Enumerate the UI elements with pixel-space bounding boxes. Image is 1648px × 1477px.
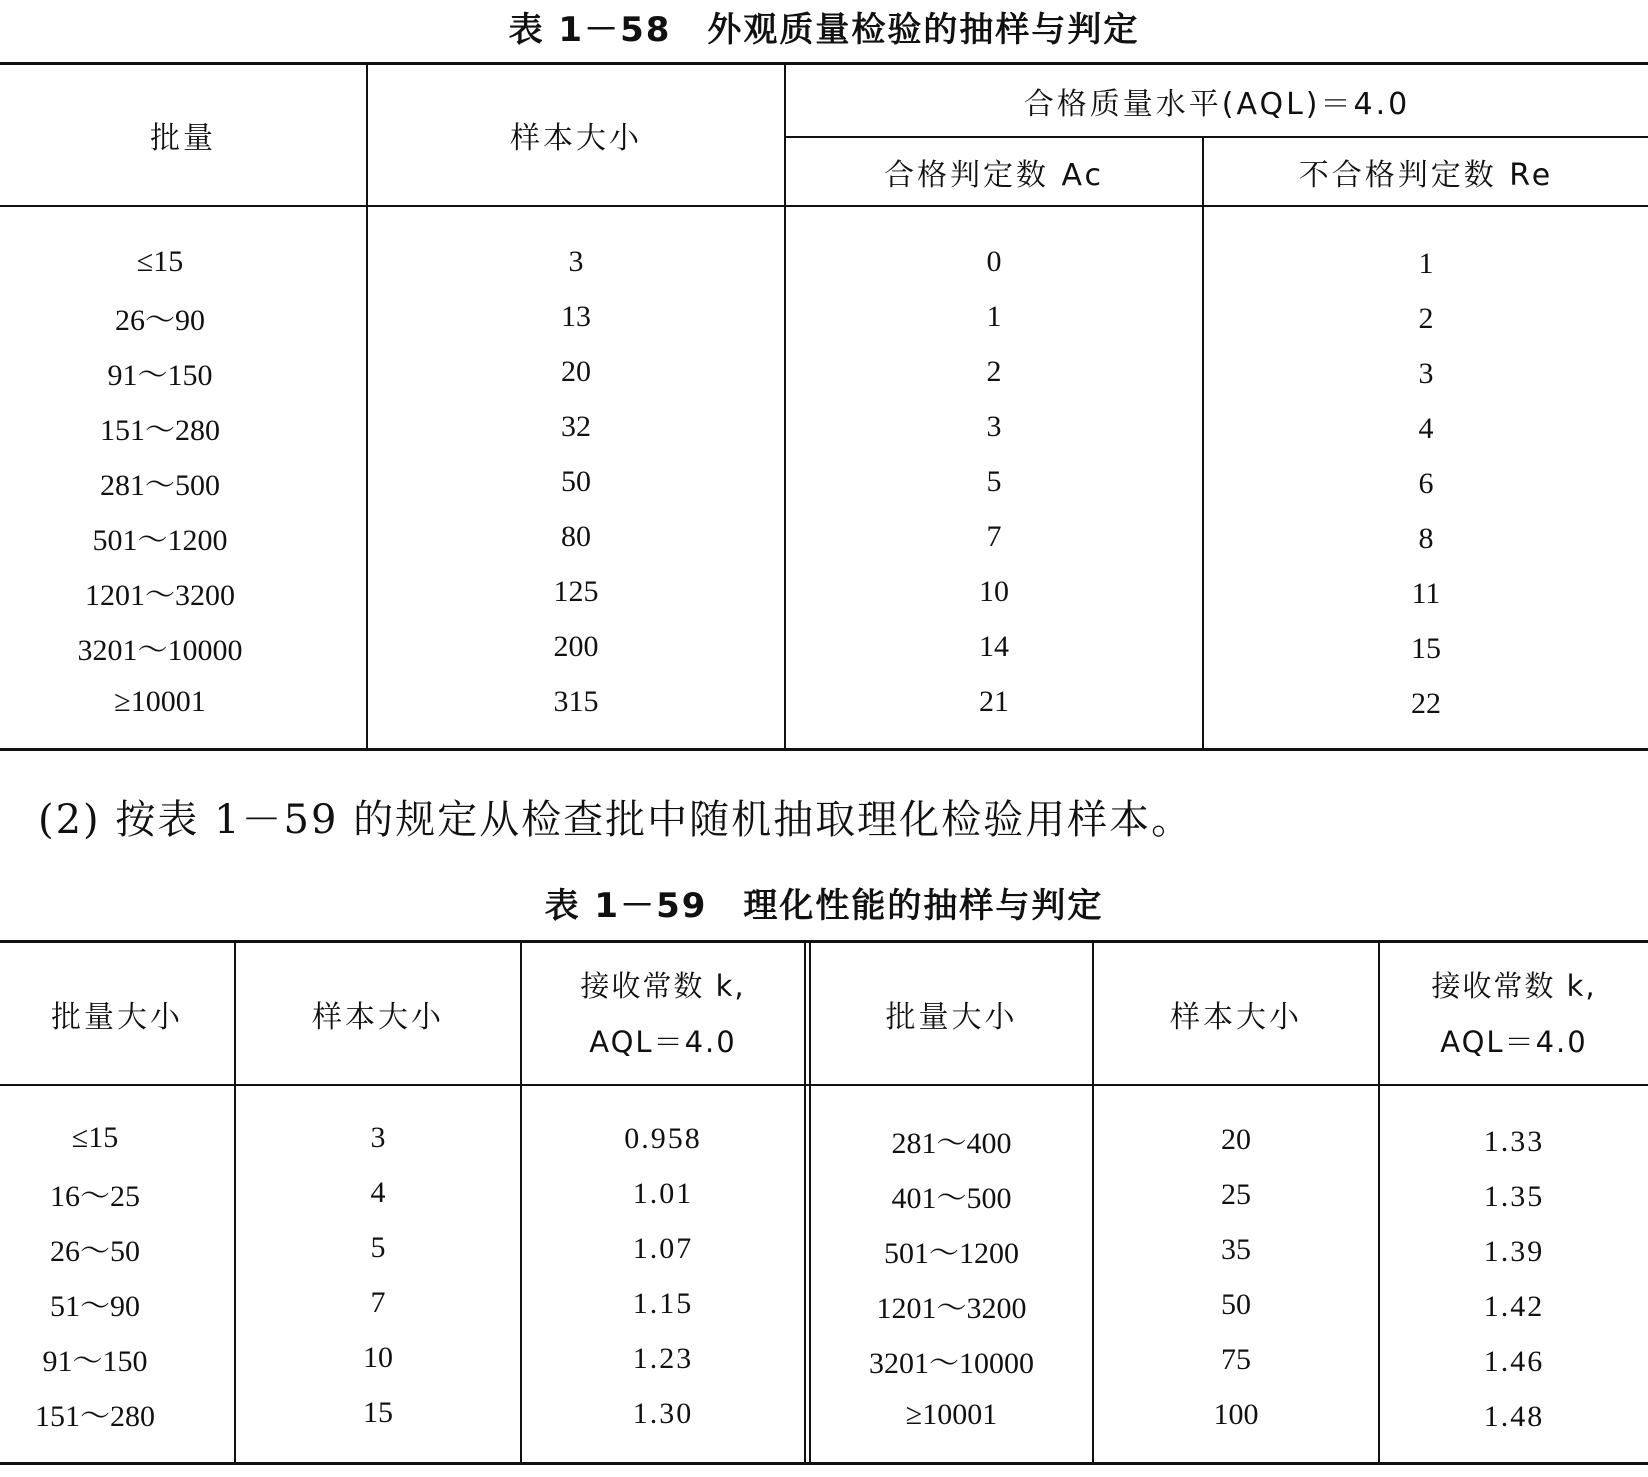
- table-row: 11: [1411, 576, 1441, 610]
- table-row: 91～150: [42, 1344, 148, 1378]
- table-row: 2: [986, 354, 1002, 388]
- table-row: 75: [1221, 1342, 1251, 1376]
- table1-col-re: [1204, 236, 1648, 731]
- table-row: 20: [1221, 1122, 1251, 1156]
- table-row: 1.33: [1483, 1124, 1545, 1158]
- table-row: 1.42: [1483, 1289, 1545, 1323]
- table1-header-lot: 批量: [150, 121, 216, 156]
- table-row: 15: [1411, 631, 1441, 665]
- table1-col-sample: [368, 234, 784, 729]
- table1-header-ac: 合格判定数 Ac: [883, 157, 1105, 193]
- table2-header-k: [522, 943, 804, 1084]
- table-row: 26～90: [115, 303, 205, 337]
- table-row: 16～25: [50, 1179, 140, 1213]
- table-row: 20: [561, 354, 591, 388]
- table-row: 2: [1418, 301, 1434, 335]
- table-row: 151～280: [35, 1399, 155, 1433]
- table-row: 1.39: [1483, 1234, 1545, 1268]
- table2-header-lot-right: 批量大小: [885, 999, 1018, 1035]
- table-row: 501～1200: [92, 523, 228, 557]
- table-row: 21: [979, 684, 1009, 718]
- table2-col-sample-right: [1094, 1112, 1378, 1442]
- table-row: 7: [370, 1285, 386, 1319]
- table-row: ≤15: [136, 244, 184, 278]
- table-row: 1.48: [1483, 1399, 1545, 1433]
- table1-header-re: 不合格判定数 Re: [1298, 157, 1554, 193]
- table-row: 1: [986, 299, 1002, 333]
- table-row: ≥10001: [905, 1397, 998, 1431]
- table2-header-k-right: [1380, 943, 1648, 1084]
- table-1-58-caption: 表 1－58 外观质量检验的抽样与判定: [508, 10, 1140, 50]
- table-row: 401～500: [891, 1181, 1012, 1215]
- table-row: 5: [370, 1230, 386, 1264]
- table-row: 26～50: [50, 1234, 140, 1268]
- table2-header-k-line2: AQL＝4.0: [1440, 1024, 1588, 1059]
- table2-col-k-right: [1380, 1114, 1648, 1444]
- table1-header-aql: 合格质量水平(AQL)＝4.0: [1023, 86, 1411, 122]
- table1-header-sample: 样本大小: [510, 121, 642, 156]
- table-row: 1201～3200: [876, 1291, 1027, 1325]
- table-row: 13: [561, 299, 591, 333]
- table2-col-sample-left: [236, 1110, 520, 1440]
- table-row: 3201～10000: [869, 1346, 1034, 1380]
- table-row: 151～280: [100, 413, 220, 447]
- table-row: 1.01: [632, 1176, 694, 1210]
- table-row: 50: [561, 464, 591, 498]
- table-row: 100: [1213, 1397, 1259, 1431]
- table-row: 6: [1418, 466, 1434, 500]
- table-row: 281～400: [891, 1126, 1012, 1160]
- table2-header-lot: 批量大小: [51, 999, 183, 1035]
- table-1-59-caption: 表 1－59 理化性能的抽样与判定: [544, 886, 1104, 926]
- table-row: 50: [1221, 1287, 1251, 1321]
- table-row: 32: [561, 409, 591, 443]
- table-row: 25: [1221, 1177, 1251, 1211]
- table-row: 1.23: [632, 1341, 694, 1375]
- table2-header-k-line1: 接收常数 k,: [1431, 968, 1597, 1003]
- table2-header-sample: 样本大小: [312, 999, 444, 1035]
- table-row: 80: [561, 519, 591, 553]
- table-row: 0: [986, 244, 1002, 278]
- table-row: 14: [979, 629, 1009, 663]
- table-row: 1.46: [1483, 1344, 1545, 1378]
- table-row: 3201～10000: [77, 633, 243, 667]
- table-row: 1: [1418, 246, 1434, 280]
- table-row: 3: [568, 244, 584, 278]
- table-row: 315: [553, 684, 599, 718]
- table-row: 3: [986, 409, 1002, 443]
- table-row: 3: [370, 1120, 386, 1154]
- table-row: ≤15: [71, 1120, 119, 1154]
- table-row: 3: [1418, 356, 1434, 390]
- table-row: 4: [1418, 411, 1434, 445]
- table-row: 1.35: [1483, 1179, 1545, 1213]
- table-row: 51～90: [50, 1289, 140, 1323]
- table-row: 200: [553, 629, 599, 663]
- table-row: 15: [363, 1395, 393, 1429]
- table-row: ≥10001: [114, 684, 206, 718]
- table2-col-lot-right: [811, 1112, 1092, 1442]
- table-row: 10: [363, 1340, 393, 1374]
- table-row: 35: [1221, 1232, 1251, 1266]
- table-row: 91～150: [107, 358, 213, 392]
- table-row: 7: [986, 519, 1002, 553]
- table-row: 1.15: [632, 1286, 694, 1320]
- table-row: 1201～3200: [85, 578, 235, 612]
- table2-header-rule: [0, 1084, 1648, 1086]
- table-row: 125: [553, 574, 599, 608]
- table-row: 501～1200: [884, 1236, 1019, 1270]
- table-row: 1.30: [632, 1396, 694, 1430]
- table2-col-k-left: [522, 1111, 804, 1441]
- table-row: 4: [370, 1175, 386, 1209]
- table2-double-divider: [804, 942, 806, 1463]
- table2-header-k-line1: 接收常数 k,: [580, 968, 746, 1003]
- table-row: 1.07: [632, 1231, 694, 1265]
- table1-col-ac: [786, 234, 1202, 729]
- body-paragraph: (2) 按表 1－59 的规定从检查批中随机抽取理化检验用样本。: [38, 797, 1194, 843]
- table2-header-k-line2: AQL＝4.0: [589, 1024, 737, 1059]
- table-row: 281～500: [100, 468, 220, 502]
- table2-header-sample-right: 样本大小: [1170, 999, 1302, 1035]
- table-row: 10: [979, 574, 1009, 608]
- table-row: 22: [1411, 686, 1441, 720]
- table2-col-lot-left: [0, 1110, 190, 1440]
- table1-bottom-rule: [0, 748, 1648, 751]
- table2-bottom-rule: [0, 1462, 1648, 1465]
- table1-col-lot: [0, 234, 320, 729]
- table-row: 0.958: [624, 1121, 702, 1155]
- table-row: 5: [986, 464, 1002, 498]
- table1-header-rule: [0, 205, 1648, 207]
- table-row: 8: [1418, 521, 1434, 555]
